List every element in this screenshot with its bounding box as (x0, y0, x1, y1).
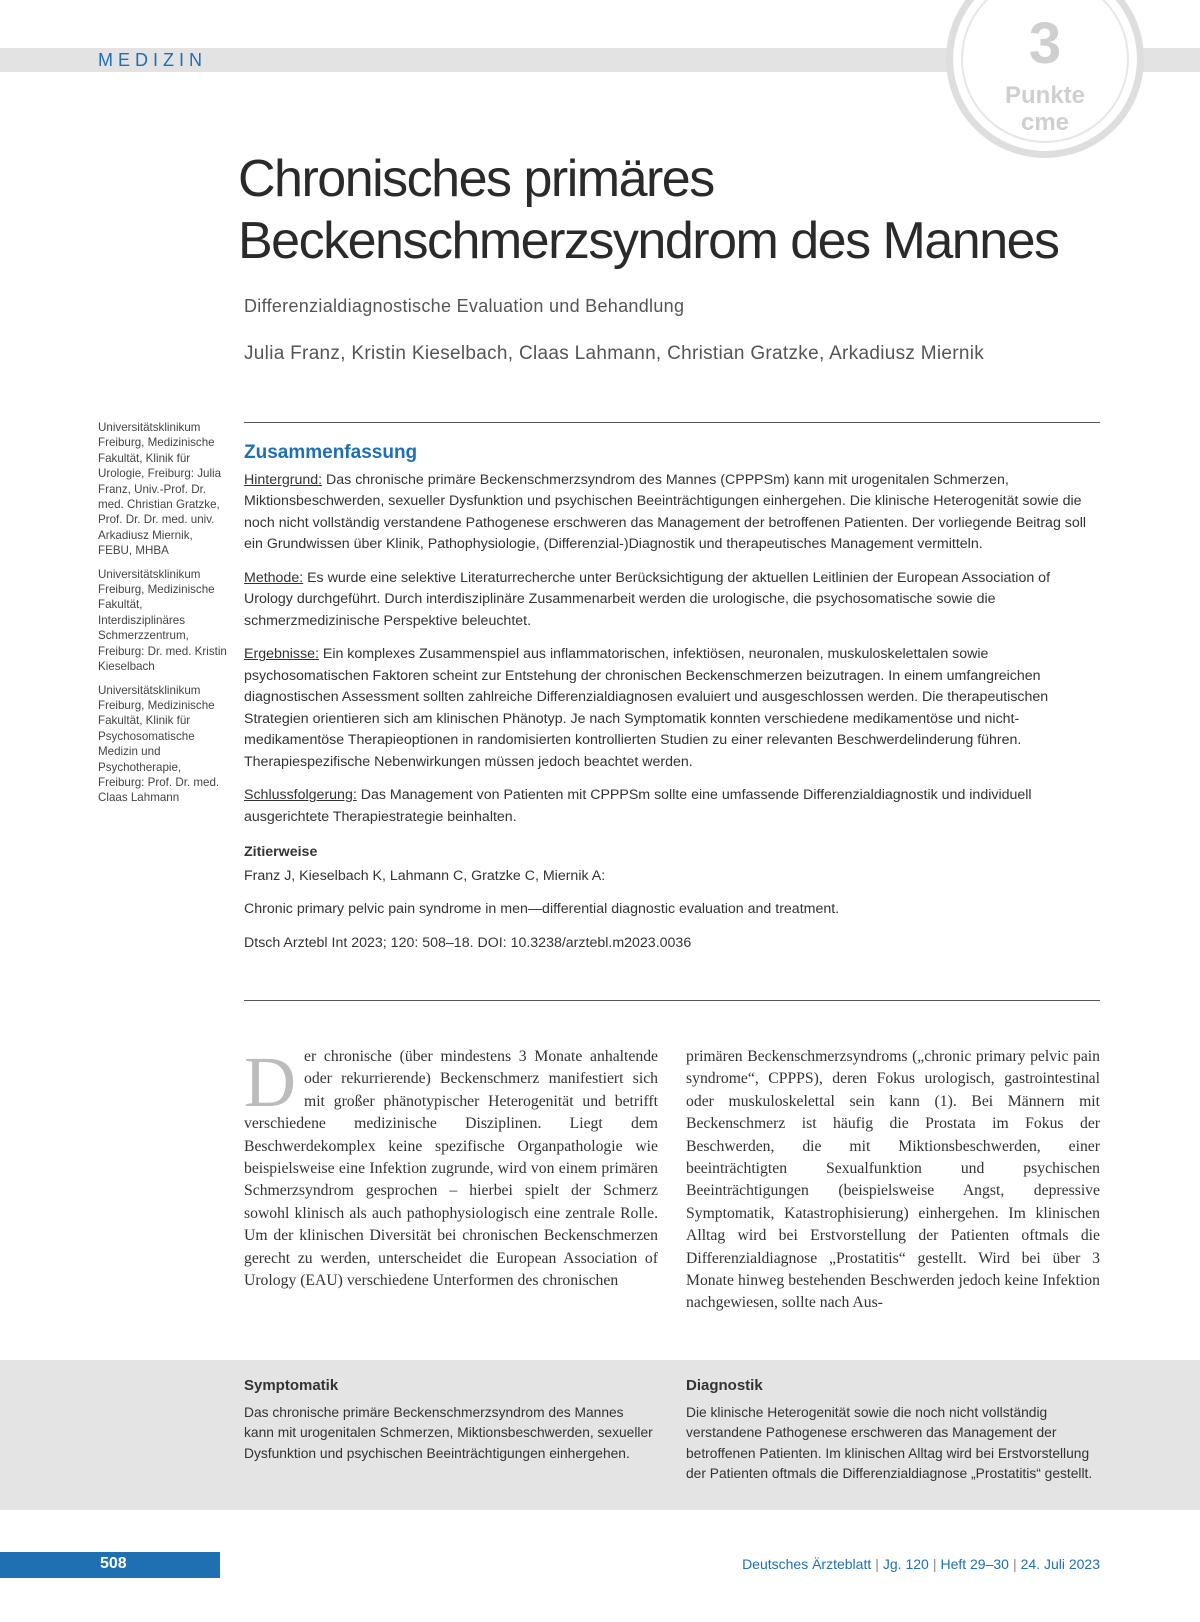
body-column-left (244, 1042, 658, 1292)
affiliation-pain-center: Universitätsklinikum Freiburg, Medizinische Fakultät, Interdisziplinäres Schmerzzentrum, Freiburg: Dr. med. Kristin Kieselbach (98, 567, 227, 674)
results-label: Ergebnisse: (244, 646, 319, 662)
cme-points-number: 3 (1028, 11, 1062, 76)
drop-cap: D (244, 1042, 296, 1122)
cme-points-badge (946, 0, 1144, 158)
title-line-1: Chronisches primäres (238, 150, 714, 208)
citation-line: Franz J, Kieselbach K, Lahmann C, Gratzke C, Miernik A: (244, 867, 606, 884)
citation-line: Dtsch Arztebl Int 2023; 120: 508–18. DOI: 10.3238/arztebl.m2023.0036 (244, 934, 692, 951)
journal-name: Deutsches Ärzteblatt (742, 1556, 872, 1572)
article-title (238, 148, 1098, 272)
affiliation-psychosomatics: Universitätsklinikum Freiburg, Medizinische Fakultät, Klinik für Psychosomatische Medizin und Psychotherapie, Freiburg: Prof. Dr. med. Claas Lahmann (98, 683, 220, 805)
abstract-method (244, 568, 1100, 633)
article-subtitle: Differenzialdiagnostische Evaluation und Behandlung (244, 296, 685, 316)
symptoms-text: Das chronische primäre Beckenschmerzsyndrom des Mannes kann mit urogenitalen Schmerzen, Miktionsbeschwerden, sexueller Dysfunktion und psychischen Beeinträchtigungen einhergehen. (244, 1404, 653, 1461)
affiliations-sidebar (98, 420, 228, 814)
journal-volume: Jg. 120 (882, 1556, 929, 1572)
page-number: 508 (100, 1555, 127, 1572)
footer-separator: | (875, 1556, 879, 1572)
abstract-section (244, 442, 1100, 966)
symptoms-heading: Symptomatik (244, 1377, 339, 1394)
article-authors: Julia Franz, Kristin Kieselbach, Claas Lahmann, Christian Gratzke, Arkadiusz Miernik (244, 343, 985, 364)
footer-separator: | (932, 1556, 937, 1572)
footer-separator: | (1012, 1556, 1017, 1572)
body-text-left: er chronische (über mindestens 3 Monate anhaltende oder rekurrierende) Beckenschmerz manifestiert sich mit großer phänotypischer Heterogenität und betrifft verschiedene medizinische Disziplinen. Liegt dem Beschwerdekomplex keine spezifische Organpathologie wie beispielsweise eine Infektion zugrunde, wird von einem primären Schmerzsyndrom gesprochen – hierbei spielt der Schmerz sowohl klinisch als auch pathophysiologisch eine zentrale Rolle. Um der klinischen Diversität bei chronischen Beckenschmerzen gerecht zu werden, unterscheidet die European Association of Urology (EAU) verschiedene Unterformen des chronischen (244, 1048, 658, 1290)
method-label: Methode: (244, 569, 304, 586)
method-text: Es wurde eine selektive Literaturrecherche unter Berücksichtigung der aktuellen Leitlinien der European Association of Urology durchgeführt. Durch interdisziplinäre Zusammenarbeit werden die urologische, die psychosomatische sowie die schmerzmedizinische Perspektive beleuchtet. (244, 569, 1051, 629)
conclusion-label: Schlussfolgerung: (244, 787, 357, 803)
abstract-background (244, 470, 1100, 556)
journal-issue: Heft 29–30 (940, 1556, 1009, 1572)
results-text: Ein komplexes Zusammenspiel aus inflammatorischen, infektiösen, neuronalen, muskuloskelettalen sowie psychosomatischen Faktoren scheint zur Entstehung der chronischen Beckenschmerzen beizutragen. In einem umfangreichen diagnostischen Assessment sollten zahlreiche Differenzialdiagnosen evaluiert und ausgeschlossen werden. Die therapeutischen Strategien orientieren sich am klinischen Phänotyp. Je nach Symptomatik konnten verschiedene medikamentöse und nicht-medikamentöse Therapieoptionen in randomisierten kontrollierten Studien zu einer relevanten Beschwerdelinderung führen. Therapiespezifische Nebenwirkungen müssen jedoch beachtet werden. (244, 646, 1049, 770)
abstract-top-rule (244, 422, 1100, 423)
citation-heading: Zitierweise (244, 844, 318, 860)
abstract-results (244, 644, 1100, 773)
body-column-right (686, 1046, 1100, 1315)
journal-footer (742, 1556, 1100, 1572)
journal-date: 24. Juli 2023 (1020, 1556, 1100, 1572)
cme-points-word: Punkte (1004, 82, 1085, 109)
abstract-heading: Zusammenfassung (244, 442, 418, 463)
diagnostics-text: Die klinische Heterogenität sowie die noch nicht vollständig verstandene Pathogenese erschweren das Management der betroffenen Patienten. Im klinischen Alltag wird bei Erstvorstellung der Patienten oftmals die Differenzialdiagnose „Prostatitis“ gestellt. (686, 1404, 1093, 1481)
summary-diagnostics (686, 1376, 1096, 1485)
conclusion-text: Das Management von Patienten mit CPPPSm sollte eine umfassende Differenzialdiagnostik und individuell ausgerichtete Therapiestrategie beinhalten. (244, 787, 1032, 825)
background-text: Das chronische primäre Beckenschmerzsyndrom des Mannes (CPPPSm) kann mit urogenitalen Schmerzen, Miktionsbeschwerden, sexueller Dysfunktion und psychischen Beeinträchtigungen einhergehen. Die klinische Heterogenität sowie die noch nicht vollständig verstandene Pathogenese erschweren das Management der betroffenen Patienten. Der vorliegende Beitrag soll ein Grundwissen über Klinik, Pathophysiologie, (Differenzial-)Diagnostik und therapeutisches Management vermitteln. (244, 471, 1087, 552)
body-text-right: primären Beckenschmerzsyndroms („chronic primary pelvic pain syndrome“, CPPPS), deren Fokus urologisch, gastrointestinal oder muskuloskelettal sein kann (1). Bei Männern mit Beckenschmerz ist häufig die Prostata im Fokus der Beschwerden, die mit Miktionsbeschwerden, einer beeinträchtigten Sexualfunktion und psychischen Beeinträchtigungen (beispielsweise Angst, depressive Symptomatik, Katastrophisierung) einhergehen. Im klinischen Alltag wird bei Erstvorstellung der Patienten oftmals die Differenzialdiagnose „Prostatitis“ gestellt. Wird bei über 3 Monate hinweg bestehenden Beschwerden jedoch keine Infektion nachgewiesen, sollte nach Aus- (686, 1048, 1100, 1312)
title-line-2: Beckenschmerzsyndrom des Mannes (238, 212, 1059, 270)
summary-symptoms (244, 1376, 654, 1464)
background-label: Hintergrund: (244, 471, 323, 488)
diagnostics-heading: Diagnostik (686, 1377, 763, 1394)
abstract-conclusion (244, 785, 1100, 828)
section-label: MEDIZIN (98, 50, 207, 70)
citation-line: Chronic primary pelvic pain syndrome in men—differential diagnostic evaluation and treatment. (244, 901, 840, 917)
affiliation-urology: Universitätsklinikum Freiburg, Medizinische Fakultät, Klinik für Urologie, Freiburg: Julia Franz, Univ.-Prof. Dr. med. Christian Gratzke, Prof. Dr. Dr. med. univ. Arkadiusz Miernik, FEBU, MHBA (98, 421, 222, 558)
cme-label: cme (1020, 109, 1070, 136)
abstract-bottom-rule (244, 1000, 1100, 1001)
